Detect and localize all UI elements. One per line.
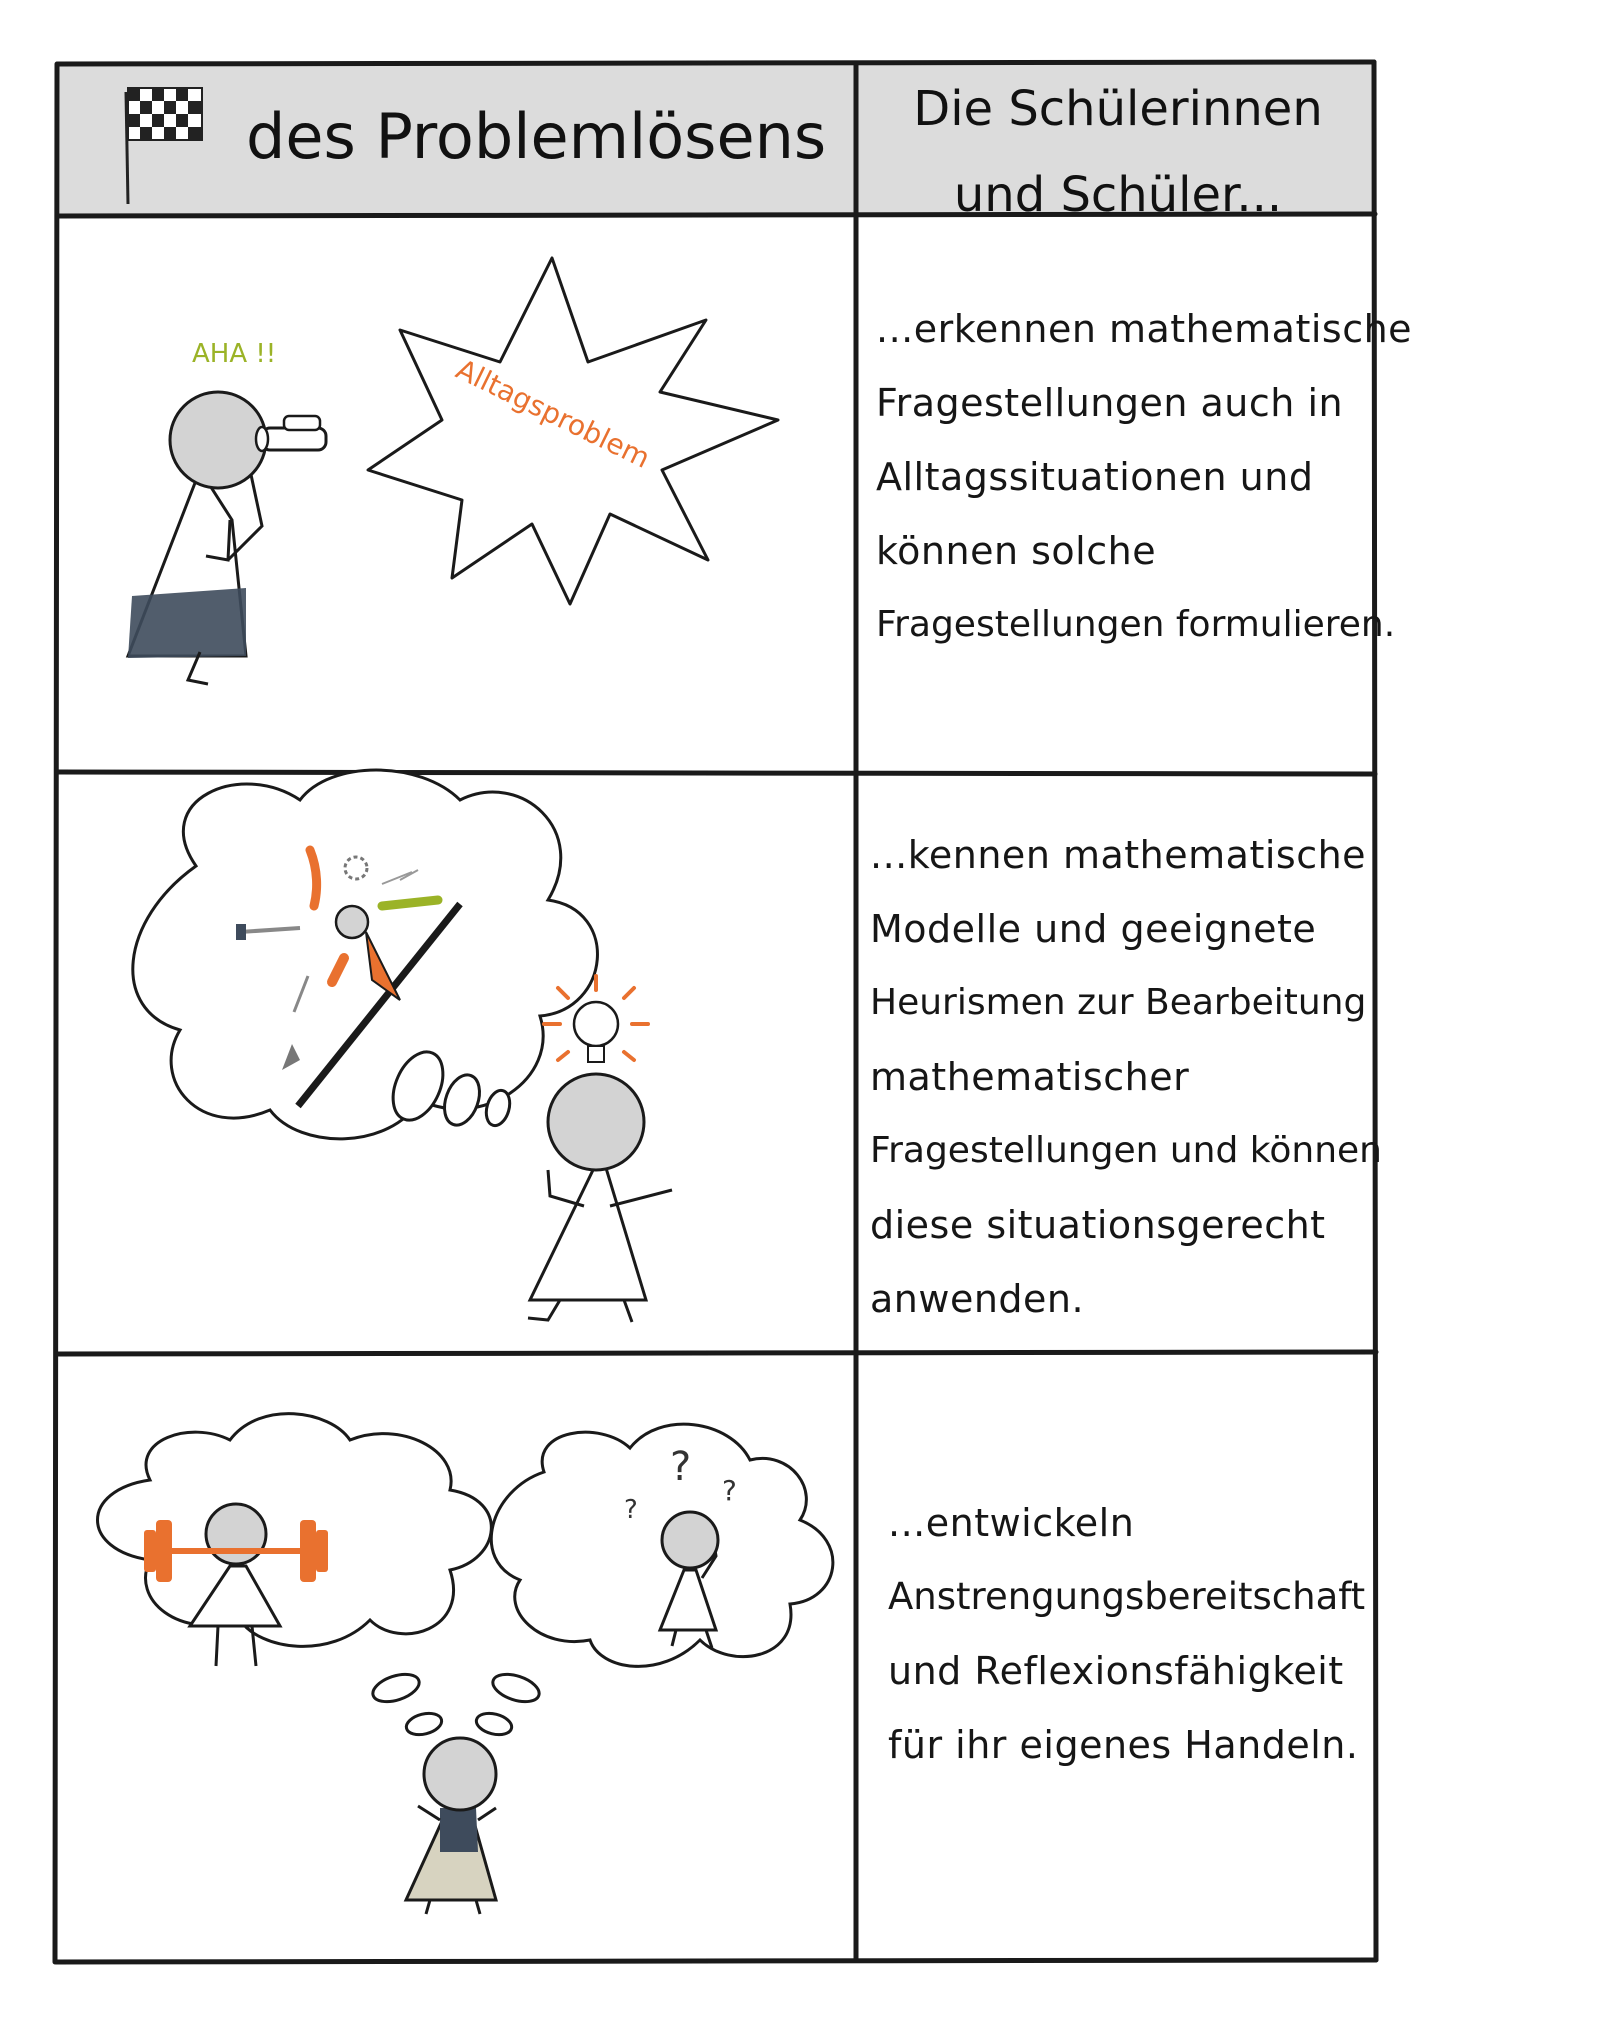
header-subject-line-2: und Schüler... xyxy=(953,167,1283,223)
row3-line-3: und Reflexionsfähigkeit xyxy=(888,1649,1344,1693)
row1-line-3: Alltagssituationen und xyxy=(876,455,1314,499)
row3-line-2: Anstrengungsbereitschaft xyxy=(888,1575,1366,1618)
header-title: des Problemlösens xyxy=(246,100,827,173)
lightbulb-icon xyxy=(544,976,648,1062)
row1-line-2: Fragestellungen auch in xyxy=(876,381,1344,425)
row3-line-1: ...entwickeln xyxy=(888,1501,1135,1545)
row3-description xyxy=(888,1486,1365,1782)
question-mark-1: ? xyxy=(624,1495,638,1525)
aha-label: AHA !! xyxy=(192,339,277,369)
thinking-figure xyxy=(528,1074,672,1322)
header-subject-line-1: Die Schülerinnen xyxy=(913,81,1323,137)
row2-line-1: ...kennen mathematische xyxy=(870,833,1367,877)
reflecting-figure xyxy=(406,1738,496,1914)
row2-line-2: Modelle und geeignete xyxy=(870,907,1317,951)
row2-line-7: anwenden. xyxy=(870,1277,1085,1321)
row2-description xyxy=(870,818,1382,1336)
row1-line-4: können solche xyxy=(876,529,1157,573)
burst-label: Alltagsproblem xyxy=(450,352,656,475)
header-subject xyxy=(858,66,1378,238)
row2-line-3: Heurismen zur Bearbeitung xyxy=(870,982,1367,1023)
row2-line-5: Fragestellungen und können xyxy=(870,1130,1382,1171)
row1-line-1: ...erkennen mathematische xyxy=(876,307,1413,351)
telescope-figure xyxy=(128,392,266,684)
row2-line-6: diese situationsgerecht xyxy=(870,1203,1326,1247)
question-mark-2: ? xyxy=(670,1444,692,1490)
question-mark-3: ? xyxy=(722,1474,737,1507)
row3-line-4: für ihr eigenes Handeln. xyxy=(888,1723,1359,1767)
row1-line-5: Fragestellungen formulieren. xyxy=(876,604,1396,645)
thought-bubbles-row3 xyxy=(369,1669,542,1738)
row2-line-4: mathematischer xyxy=(870,1055,1190,1099)
thought-cloud-icon xyxy=(133,770,598,1139)
telescope-icon xyxy=(256,416,326,451)
row1-description xyxy=(876,292,1412,662)
